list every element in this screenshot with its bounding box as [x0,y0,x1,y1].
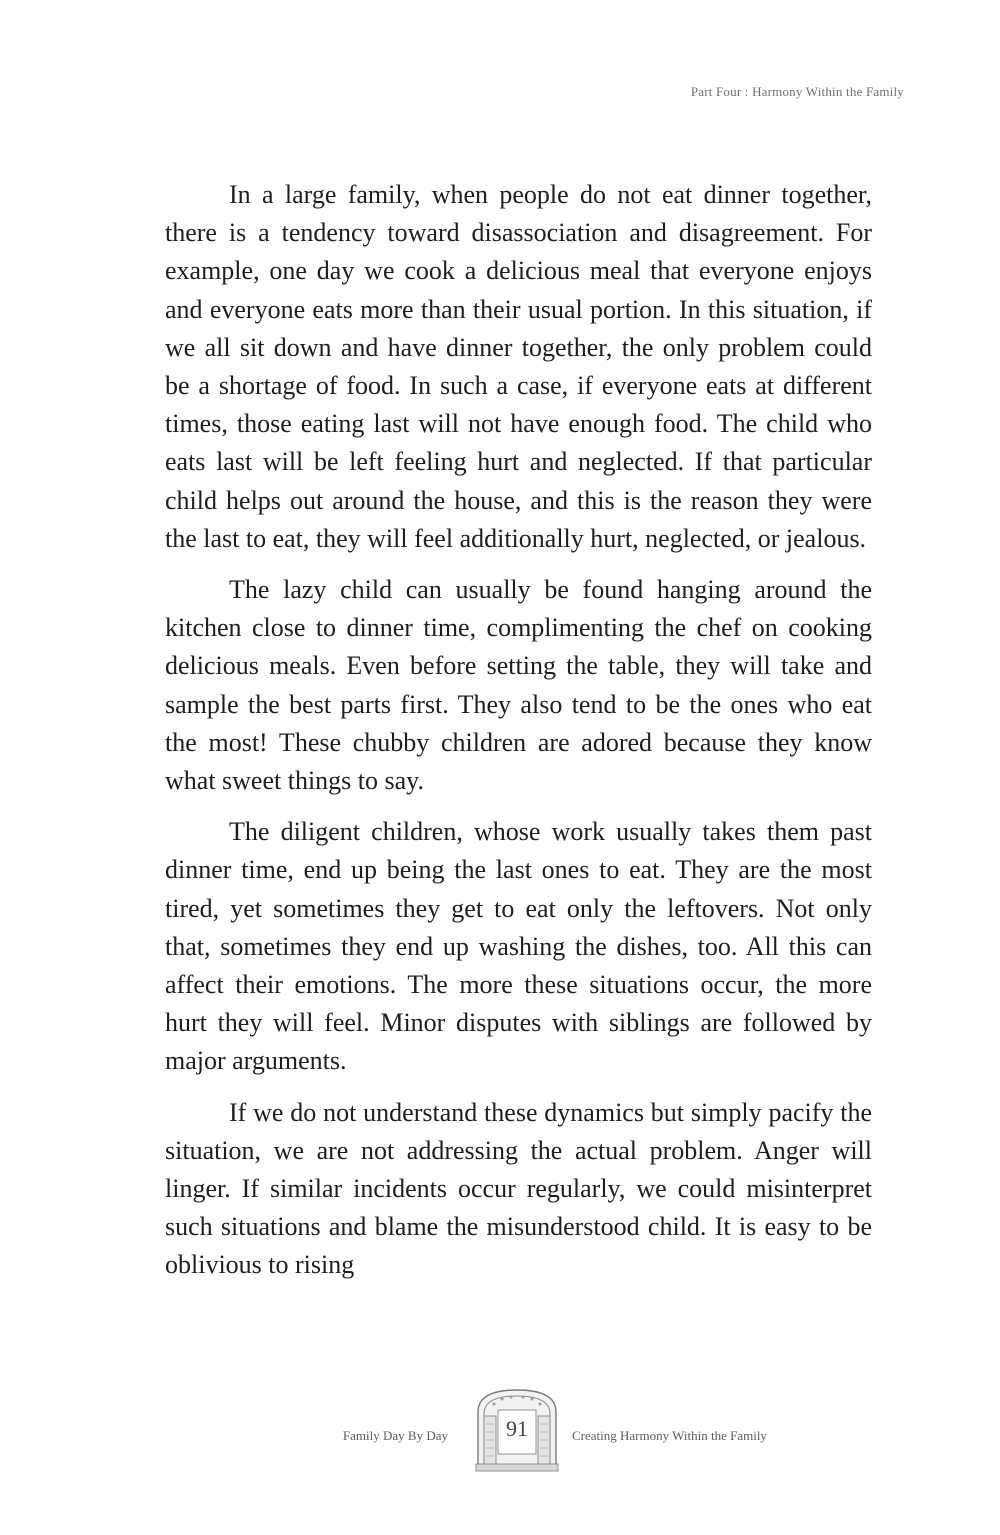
footer-chapter-title: Creating Harmony Within the Family [572,1428,767,1443]
paragraph-4: If we do not understand these dynamics but simply pacify the situation, we are not addressing the actual problem. Anger will linger. If similar incidents occur regularly, we could misinterpret such situations and blame the misunderstood child. It is easy to be oblivious to rising [165,1097,872,1280]
footer-book-title: Family Day By Day [342,1428,448,1443]
page-number: 91 [506,1416,528,1441]
paragraph-2: The lazy child can usually be found hanging around the kitchen close to dinner time, complimenting the chef on cooking delicious meals. Even before setting the table, they will take and sample the best parts first. They also tend to be the ones who eat the most! These chubby children are adored because they know what sweet things to say. [165,575,872,796]
page-footer [0,1380,1000,1490]
paragraph-1: In a large family, when people do not eat dinner together, there is a tendency toward disassociation and disagreement. For example, one day we cook a delicious meal that everyone enjoys and everyone eats more than their usual portion. In this situation, if we all sit down and have dinner together, the only problem could be a shortage of food. In such a case, if everyone eats at different times, those eating last will not have enough food. The child who eats last will be left feeling hurt and neglected. If that particular child helps out around the house, and this is the reason they were the last to eat, they will feel additionally hurt, neglected, or jealous. [165,180,872,553]
body-text [165,176,872,1298]
running-header: Part Four : Harmony Within the Family [690,84,904,99]
paragraph-3: The diligent children, whose work usually takes them past dinner time, end up being the last ones to eat. They are the most tired, yet sometimes they get to eat only the leftovers. Not only that, sometimes they end up washing the dishes, too. All this can affect their emotions. The more these situations occur, the more hurt they will feel. Minor disputes with siblings are followed by major arguments. [165,817,872,1076]
